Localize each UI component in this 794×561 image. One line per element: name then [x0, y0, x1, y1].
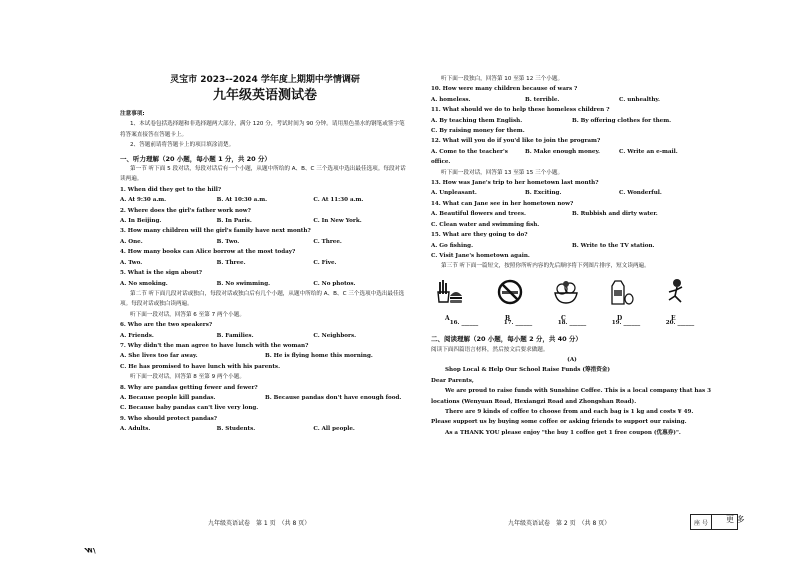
option: B. Exciting.	[525, 190, 562, 197]
question-6: 6. Who are the two speakers?	[120, 322, 213, 329]
option: B. Make enough money.	[525, 148, 601, 155]
reading-intro: 阅读下面四篇语言材料，然后按文后要求做题。	[431, 346, 549, 353]
listening-part1: 第一节 听下面 5 段对话，每段对话后有一个小题，从题中所给的 A、B、C 三个选项中选出最佳选项。每段对话读两遍。	[120, 166, 406, 183]
question-14-option-c: C. Clean water and swimming fish.	[431, 221, 540, 228]
dialogue-13-instruction: 听下面一段对话，回答第 13 至第 15 三个小题。	[441, 169, 564, 176]
answer-blank[interactable]: 19. ______	[611, 319, 641, 326]
question-2-options	[120, 216, 410, 226]
passage-paragraph-1: We are proud to raise funds with Sunshine Coffee. This is a local company that has 3 locations (Wenyuan Road, Hexiangzi Road and Zhongshan Road).	[431, 388, 712, 405]
option: B. Write to the TV station.	[572, 242, 655, 249]
milk-egg-icon	[609, 278, 635, 322]
answer-blank[interactable]: 20. ______	[665, 319, 695, 326]
option: A. Because people kill pandas.	[120, 394, 216, 401]
question-14-options-ab	[431, 209, 713, 219]
question-8: 8. Why are pandas getting fewer and fewer?	[120, 384, 258, 391]
question-1: 1. When did they get to the hill?	[120, 186, 222, 193]
option: B. At 10:30 a.m.	[216, 197, 268, 204]
question-6-options	[120, 331, 410, 341]
question-4-options	[120, 258, 410, 268]
passage-salutation: Dear Parents,	[431, 377, 474, 384]
listening-heading: 一、听力理解（20 小题，每小题 1 分，共 20 分）	[120, 154, 271, 163]
exam-title: 灵宝市 2023--2024 学年度上期期中学情调研	[170, 75, 360, 85]
question-12: 12. What will you do if you'd like to join the program?	[431, 138, 601, 145]
picture-letter: A	[445, 314, 450, 322]
question-12-options	[431, 147, 713, 168]
question-8-option-c: C. Because baby pandas can't live very long.	[120, 405, 259, 412]
question-8-options-ab	[120, 393, 410, 403]
picture-letter: B	[505, 314, 511, 322]
question-10: 10. How were many children because of wars ?	[431, 86, 578, 93]
question-13: 13. How was Jane's trip to her hometown last month?	[431, 180, 599, 187]
option: C. Five.	[313, 259, 337, 266]
page-1	[120, 48, 410, 435]
option: B. Because pandas don't have enough food.	[265, 394, 402, 401]
hamburger-fries-icon	[437, 278, 463, 322]
page-2-footer: 九年级英语试卷 第 2 页 （共 8 页）	[508, 520, 611, 527]
option: B. By offering clothes for them.	[572, 117, 672, 124]
option: C. All people.	[313, 426, 355, 433]
option: C. Wonderful.	[619, 190, 662, 197]
note-2: 2、答题前请将答题卡上的项目填涂清楚。	[130, 142, 235, 149]
question-7-options-ab	[120, 351, 410, 361]
dialogue-6-instruction: 听下面一段对话，回答第 6 至第 7 两个小题。	[130, 311, 245, 318]
exam-subtitle: 九年级英语测试卷	[212, 88, 317, 103]
option: A. No smoking.	[120, 280, 168, 287]
running-girl-icon	[663, 278, 689, 322]
option: A. In Beijing.	[120, 218, 162, 225]
question-9-options	[120, 424, 410, 434]
fruit-bowl-icon	[553, 278, 579, 322]
question-2: 2. Where does the girl's father work now?	[120, 207, 251, 214]
option: A. She lives too far away.	[120, 353, 198, 360]
reading-heading: 二、阅读理解（20 小题，每小题 2 分，共 40 分）	[431, 335, 582, 344]
question-15-option-c: C. Visit Jane's hometown again.	[431, 252, 530, 259]
picture-ordering-row	[431, 278, 713, 330]
option: B. Families.	[216, 332, 254, 339]
question-7-option-c: C. He has promised to have lunch with his parents.	[120, 363, 281, 370]
option: A. At 9:30 a.m.	[120, 197, 167, 204]
option: B. Three.	[216, 259, 246, 266]
answer-blank[interactable]: 16. ______	[449, 319, 479, 326]
option: C. In New York.	[313, 218, 362, 225]
picture-letter: D	[617, 314, 623, 322]
passage-title: Shop Local & Help Our School Raise Funds (筹措资金)	[445, 367, 611, 374]
question-11-options-ab	[431, 116, 713, 126]
option: B. Two.	[216, 238, 240, 245]
question-5-options	[120, 279, 410, 289]
no-smoking-icon	[497, 278, 523, 322]
option: B. Rubbish and dirty water.	[572, 211, 658, 218]
question-3-options	[120, 237, 410, 247]
question-4: 4. How many books can Alice borrow at the most today?	[120, 249, 296, 256]
option: A. homeless.	[431, 96, 471, 103]
picture-letter: E	[671, 314, 676, 322]
question-9: 9. Who should protect pandas?	[120, 415, 218, 422]
passage-paragraph-3: As a THANK YOU please enjoy "the buy 1 coffee get 1 free coupon (优惠券)".	[445, 429, 681, 436]
question-5: 5. What is the sign about?	[120, 270, 203, 277]
option: C. No photos.	[313, 280, 356, 287]
question-15-options-ab	[431, 241, 713, 251]
option: B. No swimming.	[216, 280, 271, 287]
option: B. In Paris.	[216, 218, 252, 225]
picture-letter: C	[561, 314, 566, 322]
answer-blank[interactable]: 18. ______	[557, 319, 587, 326]
option: A. Friends.	[120, 332, 154, 339]
option: A. Beautiful flowers and trees.	[431, 211, 526, 218]
page-1-footer: 九年级英语试卷 第 1 页 （共 8 页）	[208, 520, 311, 527]
option: A. Go fishing.	[431, 242, 474, 249]
question-1-options	[120, 195, 410, 205]
option: C. Three.	[313, 238, 342, 245]
question-3: 3. How many children will the girl's family have next month?	[120, 228, 311, 235]
option: C. unhealthy.	[619, 96, 660, 103]
question-11-option-c: C. By raising money for them.	[431, 128, 525, 135]
option: A. Unpleasant.	[431, 190, 477, 197]
monologue-10-instruction: 听下面一段独白，回答第 10 至第 12 三个小题。	[441, 76, 564, 82]
note-1: 1、本试卷包括选择题和非选择题两大部分，满分 120 分，考试时间为 90 分钟。请用黑色墨水的钢笔或签字笔将答案直接答在答题卡上。	[120, 121, 405, 138]
option: C. Write an e-mail.	[619, 148, 678, 155]
option: B. terrible.	[525, 96, 560, 103]
exam-sheet	[58, 48, 788, 548]
more-link[interactable]: 更 多	[726, 515, 745, 524]
notes-heading: 注意事项:	[120, 111, 145, 117]
option: A. Two.	[120, 259, 143, 266]
option: B. Students.	[216, 426, 256, 433]
page-2	[431, 74, 713, 438]
question-11: 11. What should we do to help these homeless children ?	[431, 107, 610, 114]
option: B. He is flying home this morning.	[265, 353, 373, 360]
option: C. Neighbors.	[313, 332, 357, 339]
option: A. One.	[120, 238, 143, 245]
listening-part2: 第二节 听下面几段对话或独白，每段对话或独白后有几个小题，从题中所给的 A、B、C 三个选项中选出最佳选项。每段对话或独白读两遍。	[120, 290, 405, 308]
dialogue-8-instruction: 听下面一段对话，回答第 8 至第 9 两个小题。	[130, 374, 245, 381]
passage-label: (A)	[567, 356, 577, 363]
answer-blank[interactable]: 17. ______	[503, 319, 533, 326]
question-13-options	[431, 188, 713, 198]
passage-paragraph-2: There are 9 kinds of coffee to choose from and each bag is 1 kg and costs ¥ 49. Please support us by buying some coffee or asking friends to support our raising.	[431, 408, 694, 426]
seat-number-label: 座 号	[691, 515, 712, 529]
question-15: 15. What are they going to do?	[431, 232, 528, 239]
option: A. Adults.	[120, 426, 151, 433]
option: A. Come to the teacher's office.	[431, 148, 508, 166]
question-10-options	[431, 95, 713, 105]
question-7: 7. Why didn't the man agree to have lunch with the woman?	[120, 342, 309, 349]
question-14: 14. What can Jane see in her hometown now?	[431, 200, 574, 207]
option: A. By teaching them English.	[431, 117, 523, 124]
listening-part3: 第三节 听下面一篇短文，按照你所听内容的先后顺序将下列图片排序，短文读两遍。	[441, 263, 650, 270]
option: C. At 11:30 a.m.	[313, 197, 364, 204]
